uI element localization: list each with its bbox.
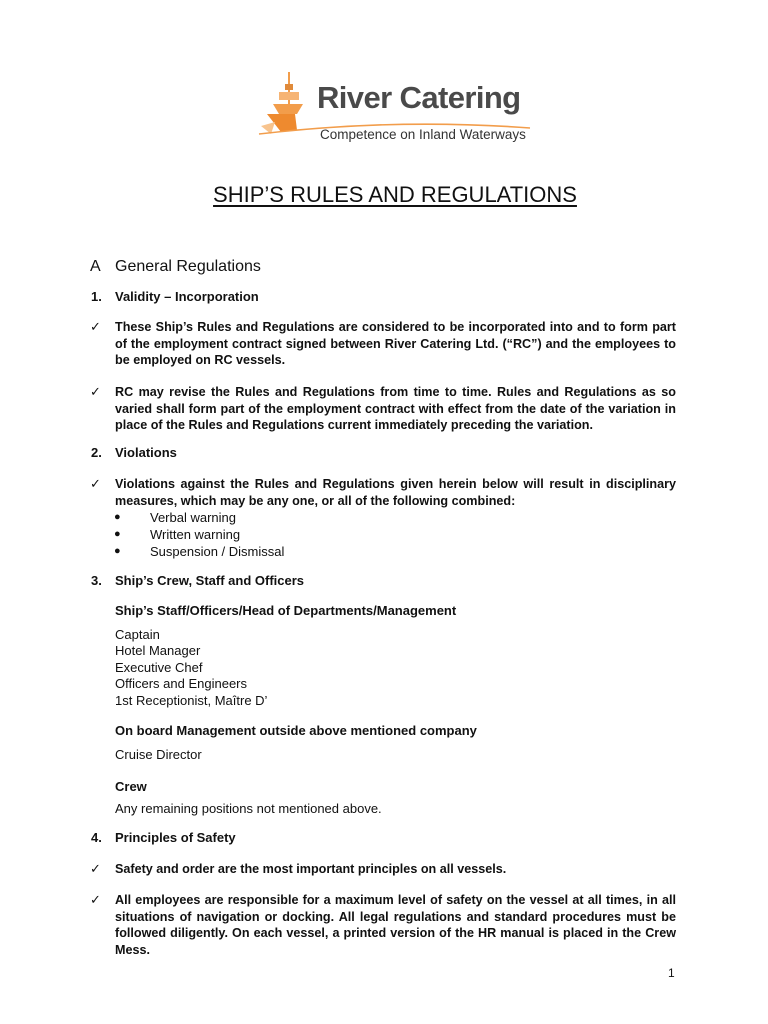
check-icon: ✓: [90, 892, 101, 907]
paragraph: Violations against the Rules and Regulations given herein below will result in disciplinary measures, which may be any one, or all of the following combined:: [115, 477, 676, 508]
check-icon: ✓: [90, 384, 101, 399]
heading-validity: Validity – Incorporation: [115, 289, 259, 304]
list-item: Suspension / Dismissal: [150, 544, 285, 559]
section-letter: A: [90, 258, 101, 275]
paragraph: Safety and order are the most important principles on all vessels.: [115, 862, 507, 876]
page-number: 1: [668, 966, 675, 980]
role-item: Hotel Manager: [115, 643, 201, 658]
paragraph: These Ship’s Rules and Regulations are considered to be incorporated into and to form part of the employment contract signed between River Catering Ltd. (“RC”) and the employees to be employed on RC vessels.: [115, 320, 676, 367]
role-item: 1st Receptionist, Maître D’: [115, 693, 268, 708]
role-item: Cruise Director: [115, 747, 202, 762]
check-icon: ✓: [90, 476, 101, 491]
role-item: Officers and Engineers: [115, 676, 247, 691]
bullet-icon: ●: [114, 511, 121, 523]
logo-name: River Catering: [317, 80, 521, 115]
bullet-icon: ●: [114, 528, 121, 540]
heading-number: 2.: [91, 445, 102, 460]
heading-number: 1.: [91, 289, 102, 304]
logo-tagline: Competence on Inland Waterways: [320, 127, 526, 142]
subheading-onboard: On board Management outside above mentioned company: [115, 723, 477, 738]
check-icon: ✓: [90, 861, 101, 876]
company-logo: [255, 70, 545, 150]
heading-crew: Ship’s Crew, Staff and Officers: [115, 573, 305, 588]
bullet-icon: ●: [114, 545, 121, 557]
heading-number: 3.: [91, 573, 102, 588]
section-title: General Regulations: [115, 258, 261, 275]
subheading-staff: Ship’s Staff/Officers/Head of Departments/Management: [115, 603, 457, 618]
heading-safety: Principles of Safety: [115, 830, 236, 845]
check-icon: ✓: [90, 319, 101, 334]
heading-number: 4.: [91, 830, 102, 845]
role-item: Executive Chef: [115, 660, 203, 675]
paragraph: RC may revise the Rules and Regulations from time to time. Rules and Regulations as so varied shall form part of the employment contract with effect from the date of the variation in place of the Rules and Regulations current immediately preceding the variation.: [115, 385, 676, 432]
subheading-crew: Crew: [115, 779, 147, 794]
document-title: SHIP’S RULES AND REGULATIONS: [213, 182, 577, 207]
paragraph: All employees are responsible for a maximum level of safety on the vessel at all times, in all situations of navigation or docking. All legal regulations and standard procedures must be followed diligently. On each vessel, a printed version of the HR manual is placed in the Crew Mess.: [115, 893, 676, 957]
role-item: Captain: [115, 627, 160, 642]
list-item: Verbal warning: [150, 510, 236, 525]
role-item: Any remaining positions not mentioned above.: [115, 801, 382, 816]
heading-violations: Violations: [115, 445, 177, 460]
list-item: Written warning: [150, 527, 241, 542]
